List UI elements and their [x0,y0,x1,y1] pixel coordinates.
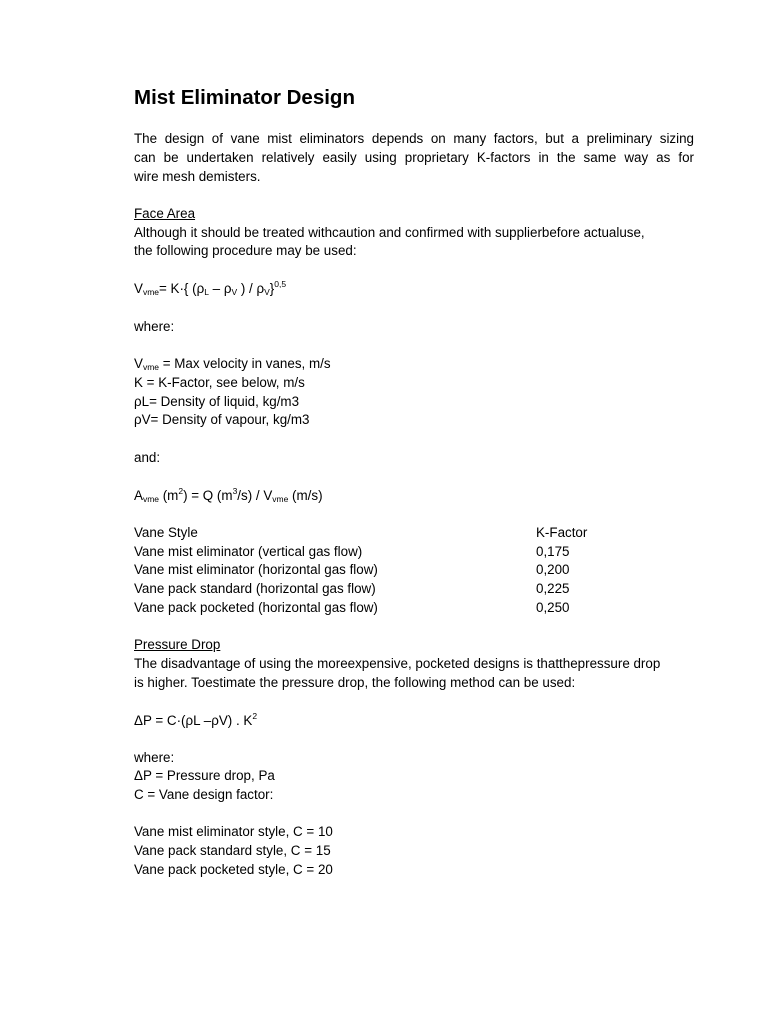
k-factor-cell: 0,200 [536,562,570,577]
table-header-row [134,524,588,543]
definition-rho-l: ρL= Density of liquid, kg/m3 [134,394,300,409]
pressure-drop-heading: Pressure Drop [134,637,221,652]
page-title: Mist Eliminator Design [134,86,355,109]
k-factor-cell: 0,175 [536,544,570,559]
table-row [134,561,570,580]
definition-rho-v: ρV= Density of vapour, kg/m3 [134,412,310,427]
face-area-heading: Face Area [134,206,196,221]
k-factor-cell: 0,250 [536,600,570,615]
c-value-line: Vane mist eliminator style, C = 10 [134,824,333,839]
where-label: where: [134,319,175,334]
face-area-text-line: Although it should be treated withcaution and confirmed with supplierbefore actualuse, [134,225,645,240]
table-row [134,543,570,562]
intro-line: can be undertaken relatively easily using proprietary K-factors in the same way as for [134,149,694,165]
k-factor-cell: 0,225 [536,581,570,596]
vane-style-cell: Vane pack standard (horizontal gas flow) [134,581,376,596]
velocity-formula: $V_{vme}= K\cdot${ ($\rho_L - \rho_V$ ) / $\rho_V\}^{0,5}$ [134,279,287,297]
c-value-line: Vane pack pocketed style, C = 20 [134,862,333,877]
header-vane-style: Vane Style [134,525,198,540]
pressure-drop-text-line: is higher. Toestimate the pressure drop, the following method can be used: [134,675,576,690]
intro-line: wire mesh demisters. [134,168,261,184]
pressure-drop-text-line: The disadvantage of using the moreexpensive, pocketed designs is thatthepressure drop [134,656,661,671]
pressure-drop-formula: ΔP = C·(ρL –ρV) . $K^2$ [134,711,258,728]
c-value-line: Vane pack standard style, C = 15 [134,843,331,858]
table-row [134,599,570,618]
area-formula: $A_{vme}$ $(m^2) = Q$ $(m^3/s) / V_{vme}$ (m/s) [134,486,323,504]
intro-paragraph [134,130,694,186]
definition-k: K = K-Factor, see below, m/s [134,375,305,390]
definition-delta-p: ΔP = Pressure drop, Pa [134,768,275,783]
vane-style-cell: Vane pack pocketed (horizontal gas flow) [134,600,378,615]
intro-line: The design of vane mist eliminators depends on many factors, but a preliminary sizing [134,131,694,146]
and-label: and: [134,450,161,465]
table-row [134,580,570,599]
definition-c: C = Vane design factor: [134,787,274,802]
header-k-factor: K-Factor [536,525,588,540]
where-label: where: [134,750,175,765]
vane-style-cell: Vane mist eliminator (horizontal gas flow) [134,562,378,577]
definition-vvme: $V_{vme}$ = Max velocity in vanes, m/s [134,356,331,372]
vane-style-cell: Vane mist eliminator (vertical gas flow) [134,544,363,559]
face-area-text-line: the following procedure may be used: [134,243,357,258]
